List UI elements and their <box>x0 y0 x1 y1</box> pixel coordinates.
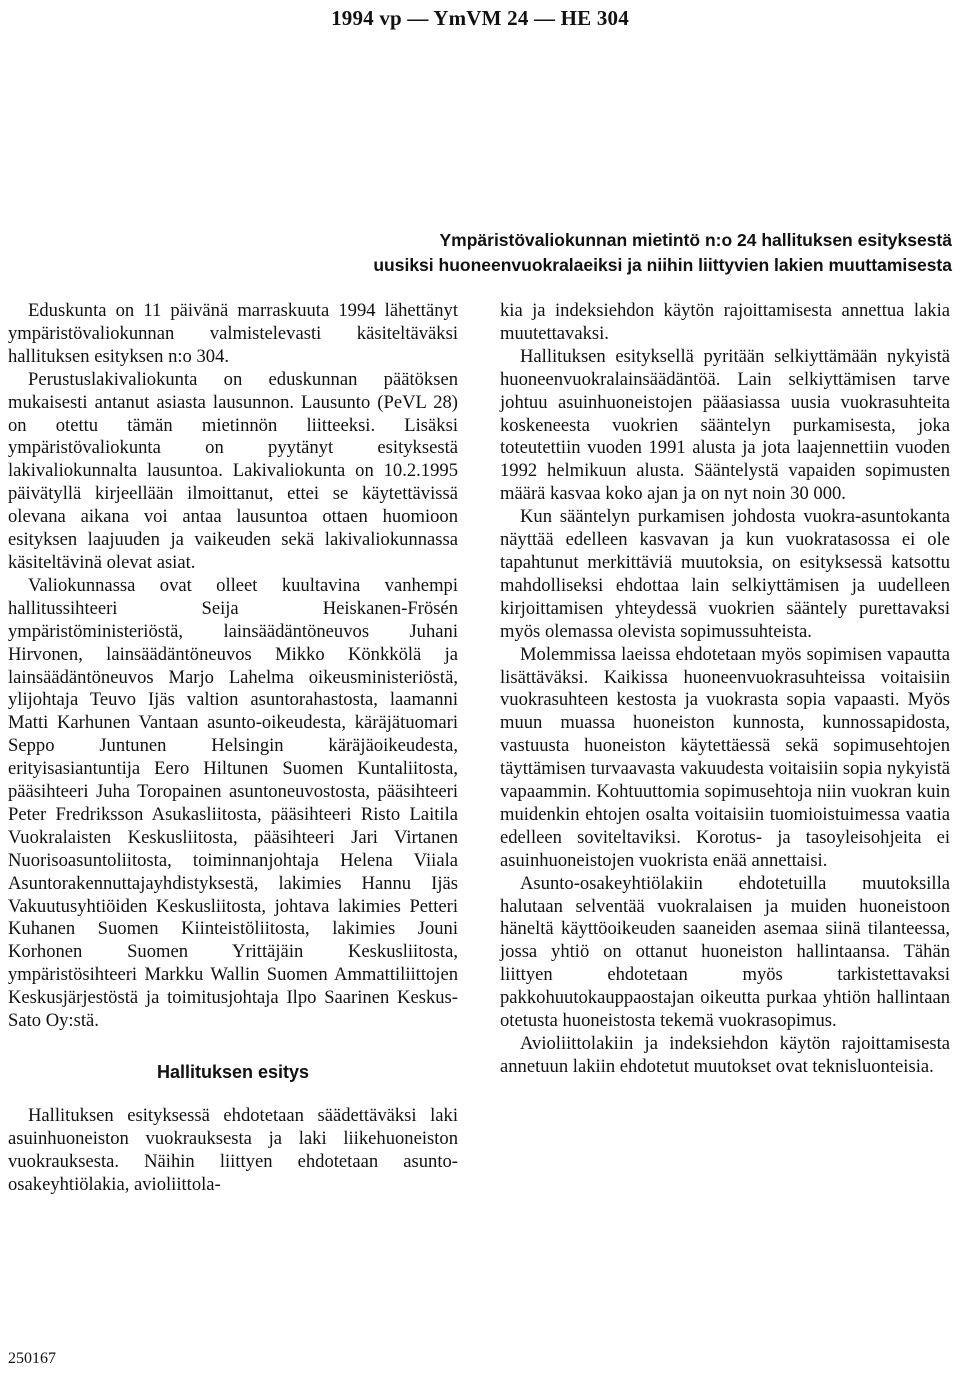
section-heading: Hallituksen esitys <box>156 1062 310 1082</box>
paragraph: Eduskunta on 11 päivänä marraskuuta 1994 lähettänyt ympäristövaliokunnan valmistelevasti käsiteltäväksi hallituksen esityksen n:o 304. <box>8 300 458 367</box>
left-column <box>8 300 458 1197</box>
page-header: 1994 vp — YmVM 24 — HE 304 <box>331 6 629 30</box>
paragraph: Perustuslakivaliokunta on eduskunnan päätöksen mukaisesti antanut asiasta lausunnon. Lausunto (PeVL 28) on otettu tämän mietinnön liitteeksi. Lisäksi ympäristövaliokunta on pyytänyt esityksestä lakivaliokunnalta lausuntoa. Lakivaliokunta on 10.2.1995 päivätyllä kirjeellään ilmoittanut, ettei se käytettävissä olevana aikana voi antaa lausuntoa ottaen huomioon esityksen laajuuden ja vaikeuden sekä lakivaliokunnassa käsiteltävinä olevat asiat. <box>8 368 458 573</box>
paragraph: Valiokunnassa ovat olleet kuultavina vanhempi hallitussihteeri Seija Heiskanen-Frösén ympäristöministeriöstä, lainsäädäntöneuvos Juhani Hirvonen, lainsäädäntöneuvos Mikko Könkkölä ja lainsäädäntöneuvos Marjo Lahelma oikeusministeriöstä, ylijohtaja Teuvo Ijäs valtion asuntorahastosta, laamanni Matti Karhunen Vantaan asunto-oikeudesta, käräjätuomari Seppo Juntunen Helsingin käräjäoikeudesta, erityisasiantuntija Eero Hiltunen Suomen Kuntaliitosta, pääsihteeri Juha Toropainen asuntoneuvostosta, pääsihteeri Peter Fredriksson Asukasliitosta, pääsihteeri Risto Laitila Vuokralaisten Keskusliitosta, pääsihteeri Jari Virtanen Nuorisoasuntoliitosta, toiminnanjohtaja Helena Viiala Asuntorakennuttajayhdistyksestä, lakimies Hannu Ijäs Vakuutusyhtiöiden Keskusliitosta, johtava lakimies Petteri Kuhanen Suomen Kiinteistöliitosta, lakimies Jouni Korhonen Suomen Yrittäjäin Keskusliitosta, ympäristösihteeri Markku Wallin Suomen Ammattiliittojen Keskusjärjestöstä ja toimitusjohtaja Ilpo Saarinen Keskus-Sato Oy:stä. <box>8 574 458 1032</box>
report-title-line-1: Ympäristövaliokunnan mietintö n:o 24 hallituksen esityksestä <box>439 230 952 250</box>
paragraph: Kun sääntelyn purkamisen johdosta vuokra-asuntokanta näyttää edelleen kasvavan ja kun vuokratasossa ei ole tapahtunut merkittäviä muutoksia, on esityksessä katsottu mahdolliseksi ehdottaa lain selkiyttämisen ja uudelleen kirjoittamisen yhteydessä vuokrien sääntely purettavaksi myös olemassa olevista sopimussuhteista. <box>500 506 950 642</box>
right-column <box>500 300 950 1079</box>
paragraph: Asunto-osakeyhtiölakiin ehdotetuilla muutoksilla halutaan selventää vuokralaisen ja muiden huoneistoon häneltä käyttöoikeuden saaneiden asemaa siinä tilanteessa, jossa yhtiö on ottanut huoneiston hallintaansa. Tähän liittyen ehdotetaan myös tarkistettavaksi pakkohuutokauppaostajan oikeutta purkaa yhtiön hallintaan otetusta huoneistosta tekemä vuokrasopimus. <box>500 872 950 1032</box>
paragraph: Hallituksen esityksellä pyritään selkiyttämään nykyistä huoneenvuokralainsäädäntöä. Lain selkiyttämisen tarve johtuu asuinhuoneistojen pääasiassa uusia vuokrasuhteita koskeneesta vuokrien sääntelyn purkamisesta, joka toteutettiin vuoden 1991 alusta ja jota laajennettiin vuoden 1992 helmikuun alusta. Sääntelystä vapaiden sopimusten määrä kasvaa koko ajan ja on nyt noin 30 000. <box>500 345 950 505</box>
report-title-line-2: uusiksi huoneenvuokralaeiksi ja niihin liittyvien lakien muuttamisesta <box>373 255 952 275</box>
paragraph: Hallituksen esityksessä ehdotetaan säädettäväksi laki asuinhuoneiston vuokrauksesta ja laki liikehuoneiston vuokrauksesta. Näihin liittyen ehdotetaan asunto-osakeyhtiölakia, avioliittola- <box>8 1104 458 1195</box>
paragraph: Avioliittolakiin ja indeksiehdon käytön rajoittamisesta annetuun lakiin ehdotetut muutokset ovat teknisluonteisia. <box>500 1033 950 1077</box>
report-title <box>252 228 952 278</box>
paragraph: Molemmissa laeissa ehdotetaan myös sopimisen vapautta lisättäväksi. Kaikissa huoneenvuokrasuhteissa voitaisiin vuokrasuhteen kestosta ja vuokrasta sopia vapaasti. Myös muun muassa huoneiston kunnosta, kunnossapidosta, vastuusta huoneiston käytettäessä sekä sopimusehtojen täyttämisen turvaavasta vakuudesta voitaisiin sopia nykyistä vapaammin. Kohtuuttomia sopimusehtoja niin vuokran kuin muidenkin ehtojen osalta voitaisiin tuomioistuimessa vaatia edelleen soviteltaviksi. Korotus- ja tasoyleisohjeita ei asuinhuoneistojen vuokrista enää annettaisi. <box>500 643 950 871</box>
paragraph: kia ja indeksiehdon käytön rajoittamisesta annettua lakia muutettavaksi. <box>500 300 950 344</box>
footer-code: 250167 <box>8 1350 56 1367</box>
